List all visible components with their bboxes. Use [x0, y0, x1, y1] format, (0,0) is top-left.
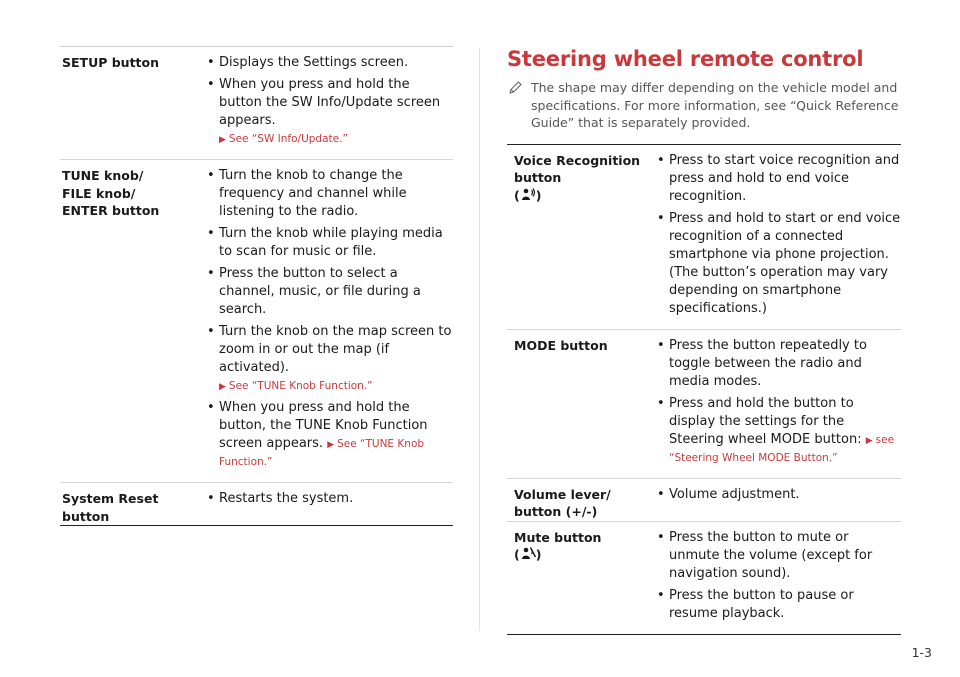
bullet-text: When you press and hold the button, the TUNE Knob Function screen appears. [219, 400, 428, 451]
bullet-item: • Volume adjustment. [657, 486, 901, 504]
reference-text: See “TUNE Knob Function.” [219, 438, 425, 468]
row-label: Mute button ( ) [507, 522, 657, 634]
row-description [207, 47, 453, 159]
bullet-text: Turn the knob on the map screen to zoom in or out the map (if activated). [219, 324, 452, 375]
section-title: Steering wheel remote control [507, 47, 864, 71]
bullet-text: When you press and hold the button the SW Info/Update screen appears. [219, 77, 441, 128]
note-pencil-icon [508, 80, 523, 100]
voice-recognition-icon [520, 187, 536, 206]
bullet-item: • Displays the Settings screen. [207, 54, 453, 72]
bullet-item: • Press to start voice recognition and press and hold to end voice recognition. [657, 152, 901, 206]
row-description [657, 145, 901, 329]
row-description [657, 479, 901, 521]
note [507, 79, 901, 132]
bullet-item [207, 399, 453, 471]
arrow-right-icon: ▶ [219, 135, 226, 145]
page-number: 1-3 [911, 645, 932, 660]
table-row-setup [60, 46, 453, 159]
bullet-text: Press and hold the button to display the settings for the Steering wheel MODE button: [669, 395, 866, 447]
bullet-item: • Press the button to select a channel, music, or file during a search. [207, 265, 453, 319]
row-label: Volume lever/ button (+/-) [514, 486, 611, 519]
right-column [507, 46, 901, 635]
bullet-item: • Restarts the system. [207, 490, 453, 508]
column-divider [479, 48, 480, 631]
label-line: Mute button [514, 529, 602, 545]
reference-text: see “Steering Wheel MODE Button.” [669, 433, 895, 464]
row-description [207, 160, 453, 482]
right-table [507, 144, 901, 635]
bullet-item: • Press the button to pause or resume playback. [657, 587, 901, 623]
table-row-mode [507, 329, 901, 478]
row-description [207, 483, 453, 525]
bullet-item: • Press and hold to start or end voice recognition of a connected smartphone via phone projection. (The button’s operation may vary depending on smartphone specifications.) [657, 210, 901, 318]
row-label: Voice Recognition button ( ) [507, 145, 657, 329]
row-label: TUNE knob/ FILE knob/ ENTER button [62, 168, 160, 218]
arrow-right-icon: ▶ [865, 435, 873, 446]
bullet-item [207, 76, 453, 148]
row-label: MODE button [514, 337, 608, 353]
table-row-system-reset [60, 482, 453, 525]
bullet-item: • Turn the knob while playing media to scan for music or file. [207, 225, 453, 261]
bullet-item [207, 323, 453, 395]
bullet-item: • Turn the knob to change the frequency and channel while listening to the radio. [207, 167, 453, 221]
arrow-right-icon: ▶ [219, 382, 226, 392]
row-label: System Reset button [62, 491, 159, 524]
row-description [657, 522, 901, 634]
table-row-mute [507, 521, 901, 634]
row-label: SETUP button [62, 55, 160, 70]
label-line: button [514, 170, 562, 185]
label-line: Voice Recognition [514, 152, 641, 168]
bullet-item [657, 395, 901, 467]
bullet-item: • Press the button to mute or unmute the volume (except for navigation sound). [657, 529, 901, 583]
reference-text: See “TUNE Knob Function.” [228, 380, 373, 392]
mute-icon [520, 546, 536, 565]
reference-text: See “SW Info/Update.” [228, 133, 348, 145]
table-row-voice-recognition [507, 144, 901, 329]
bullet-item: • Press the button repeatedly to toggle between the radio and media modes. [657, 337, 901, 391]
table-row-volume [507, 478, 901, 521]
row-description [657, 330, 901, 478]
left-table [60, 46, 453, 526]
cross-reference-link[interactable] [219, 378, 453, 395]
note-text: The shape may differ depending on the vehicle model and specifications. For more information, see “Quick Reference Guide” that is separately provided. [531, 80, 899, 130]
arrow-right-icon: ▶ [327, 440, 335, 450]
left-column [60, 46, 453, 526]
cross-reference-link[interactable] [219, 131, 453, 148]
table-row-tune-knob [60, 159, 453, 482]
